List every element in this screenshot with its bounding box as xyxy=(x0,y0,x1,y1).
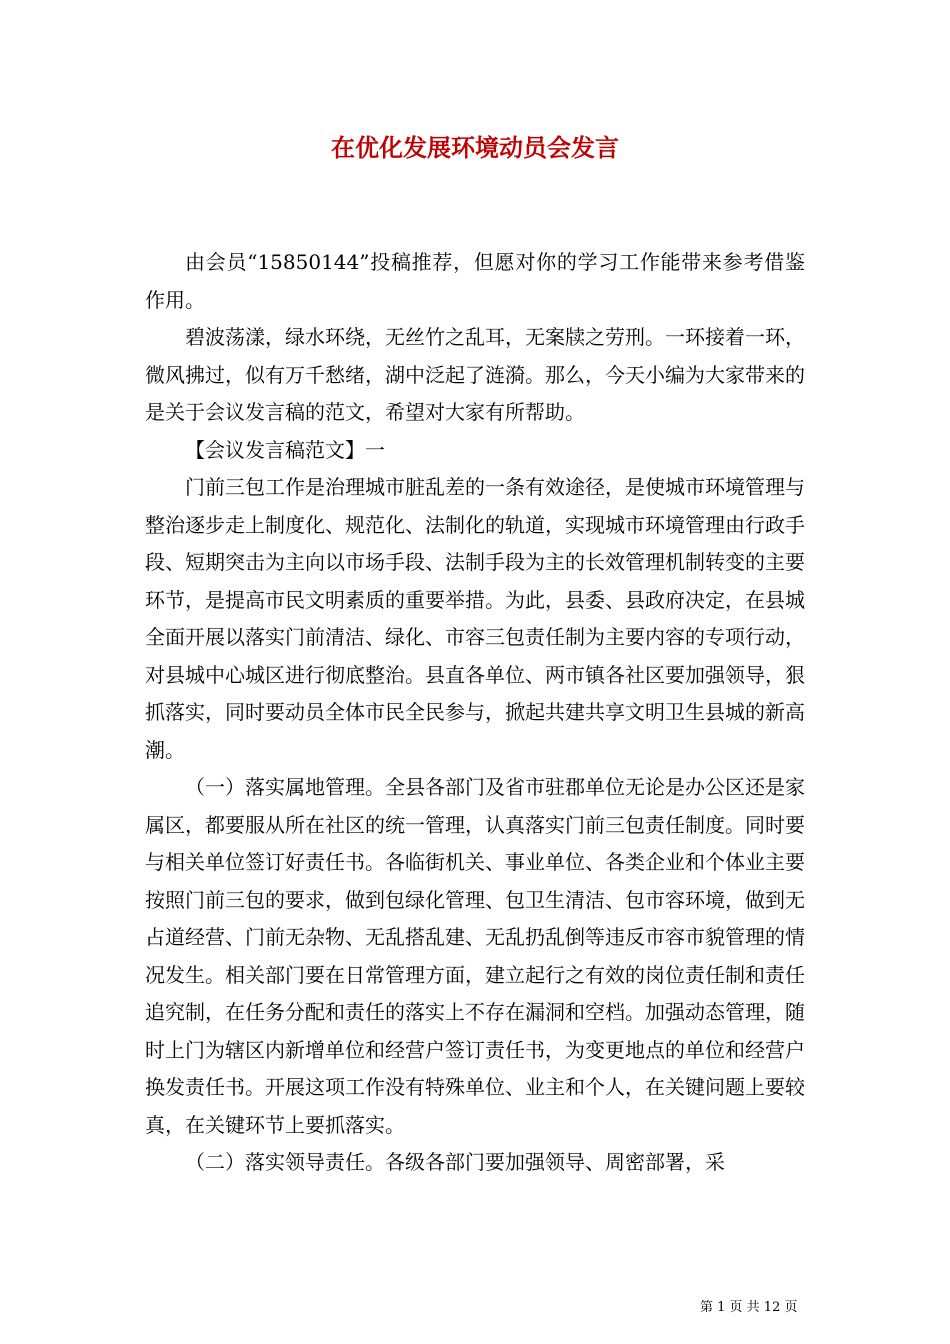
document-body xyxy=(145,244,805,1182)
paragraph-preface: 碧波荡漾，绿水环绕，无丝竹之乱耳，无案牍之劳刑。一环接着一环，微风拂过，似有万千愁绪，湖中泛起了涟漪。那么，今天小编为大家带来的是关于会议发言稿的范文，希望对大家有所帮助。 xyxy=(145,325,805,424)
paragraph-section-1: （一）落实属地管理。全县各部门及省市驻郡单位无论是办公区还是家属区，都要服从所在社区的统一管理，认真落实门前三包责任制度。同时要与相关单位签订好责任书。各临街机关、事业单位、各类企业和个体业主要按照门前三包的要求，做到包绿化管理、包卫生清洁、包市容环境，做到无占道经营、门前无杂物、无乱搭乱建、无乱扔乱倒等违反市容市貌管理的情况发生。相关部门要在日常管理方面，建立起行之有效的岗位责任制和责任追究制，在任务分配和责任的落实上不存在漏洞和空档。加强动态管理，随时上门为辖区内新增单位和经营户签订责任书，为变更地点的单位和经营户换发责任书。开展这项工作没有特殊单位、业主和个人，在关键问题上要较真，在关键环节上要抓落实。 xyxy=(145,775,805,1137)
paragraph-section-2: （二）落实领导责任。各级各部门要加强领导、周密部署，采 xyxy=(185,1150,725,1174)
page-title: 在优化发展环境动员会发言 xyxy=(331,134,619,162)
paragraph-main: 门前三包工作是治理城市脏乱差的一条有效途径，是使城市环境管理与整治逐步走上制度化、规范化、法制化的轨道，实现城市环境管理由行政手段、短期突击为主向以市场手段、法制手段为主的长效管理机制转变的主要环节，是提高市民文明素质的重要举措。为此，县委、县政府决定，在县城全面开展以落实门前清洁、绿化、市容三包责任制为主要内容的专项行动，对县城中心城区进行彻底整治。县直各单位、两市镇各社区要加强领导，狠抓落实，同时要动员全体市民全民参与，掀起共建共享文明卫生县城的新高潮。 xyxy=(145,475,805,762)
paragraph-heading: 【会议发言稿范文】一 xyxy=(185,437,385,462)
page-number: 第 1 页 共 12 页 xyxy=(700,1300,798,1315)
paragraph-intro: 由会员“15850144”投稿推荐，但愿对你的学习工作能带来参考借鉴作用。 xyxy=(145,250,805,312)
